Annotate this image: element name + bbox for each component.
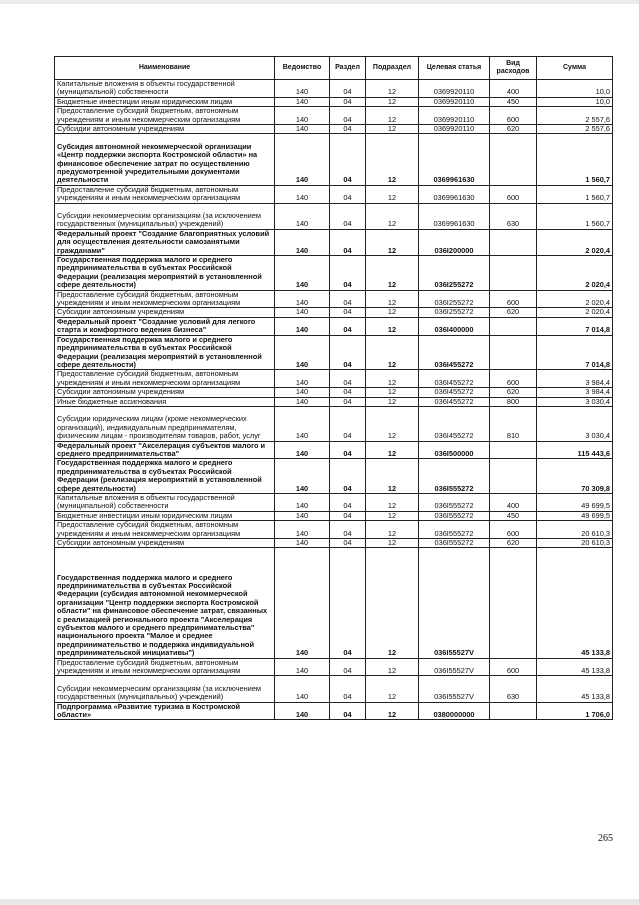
header-razdel: Раздел xyxy=(330,57,366,80)
cell-summa: 10,0 xyxy=(537,80,613,98)
cell-vid-raskhodov: 620 xyxy=(490,308,537,317)
cell-vedomstvo: 140 xyxy=(275,308,330,317)
cell-name: Предоставление субсидий бюджетным, автономным учреждениям и иным некоммерческим организациям xyxy=(55,185,275,203)
cell-podrazdel: 12 xyxy=(366,397,419,406)
cell-vid-raskhodov: 600 xyxy=(490,658,537,676)
cell-summa: 2 557,6 xyxy=(537,125,613,134)
cell-vedomstvo: 140 xyxy=(275,317,330,335)
cell-name: Субсидии юридическим лицам (кроме некоммерческих организаций), индивидуальным предпринимателям, физическим лицам - производителям товаров, работ, услуг xyxy=(55,406,275,441)
cell-podrazdel: 12 xyxy=(366,185,419,203)
cell-celevaya-statya: 0369920110 xyxy=(419,107,490,125)
cell-vedomstvo: 140 xyxy=(275,521,330,539)
header-podrazdel: Подраздел xyxy=(366,57,419,80)
table-row xyxy=(55,539,613,548)
cell-vedomstvo: 140 xyxy=(275,406,330,441)
cell-vid-raskhodov xyxy=(490,256,537,291)
cell-razdel: 04 xyxy=(330,676,366,702)
cell-summa: 20 610,3 xyxy=(537,521,613,539)
cell-celevaya-statya: 036I55527V xyxy=(419,676,490,702)
cell-celevaya-statya: 036I255272 xyxy=(419,308,490,317)
cell-summa: 7 014,8 xyxy=(537,317,613,335)
table-row xyxy=(55,521,613,539)
cell-razdel: 04 xyxy=(330,397,366,406)
cell-razdel: 04 xyxy=(330,125,366,134)
table-header-row xyxy=(55,57,613,80)
cell-name: Бюджетные инвестиции иным юридическим лицам xyxy=(55,97,275,106)
cell-vid-raskhodov: 400 xyxy=(490,80,537,98)
table-row xyxy=(55,406,613,441)
cell-podrazdel: 12 xyxy=(366,107,419,125)
cell-name: Субсидии автономным учреждениям xyxy=(55,308,275,317)
cell-vid-raskhodov: 600 xyxy=(490,290,537,308)
cell-podrazdel: 12 xyxy=(366,388,419,397)
table-row xyxy=(55,548,613,658)
header-summa: Сумма xyxy=(537,57,613,80)
cell-podrazdel: 12 xyxy=(366,511,419,520)
cell-name: Субсидия автономной некоммерческой организации «Центр поддержки экспорта Костромской области» на финансовое обеспечение затрат по осуществлению предусмотренной учредительными документами деятельности xyxy=(55,134,275,185)
cell-vid-raskhodov xyxy=(490,335,537,370)
scan-bottom-edge xyxy=(0,899,639,905)
cell-vid-raskhodov: 800 xyxy=(490,397,537,406)
cell-vid-raskhodov: 620 xyxy=(490,388,537,397)
cell-celevaya-statya: 0369920110 xyxy=(419,80,490,98)
cell-vid-raskhodov xyxy=(490,459,537,494)
cell-vedomstvo: 140 xyxy=(275,539,330,548)
cell-name: Федеральный проект "Акселерация субъектов малого и среднего предпринимательства" xyxy=(55,441,275,459)
cell-podrazdel: 12 xyxy=(366,308,419,317)
cell-vid-raskhodov: 600 xyxy=(490,370,537,388)
cell-podrazdel: 12 xyxy=(366,658,419,676)
cell-razdel: 04 xyxy=(330,185,366,203)
cell-vedomstvo: 140 xyxy=(275,370,330,388)
cell-summa: 45 133,8 xyxy=(537,676,613,702)
cell-summa: 1 706,0 xyxy=(537,702,613,720)
cell-razdel: 04 xyxy=(330,388,366,397)
cell-celevaya-statya: 036I200000 xyxy=(419,229,490,255)
scan-top-edge xyxy=(0,0,639,4)
table-row xyxy=(55,370,613,388)
cell-celevaya-statya: 036I455272 xyxy=(419,406,490,441)
table-row xyxy=(55,203,613,229)
table-row xyxy=(55,702,613,720)
cell-celevaya-statya: 036I555272 xyxy=(419,459,490,494)
cell-summa: 49 699,5 xyxy=(537,493,613,511)
cell-podrazdel: 12 xyxy=(366,676,419,702)
cell-razdel: 04 xyxy=(330,539,366,548)
cell-celevaya-statya: 036I455272 xyxy=(419,370,490,388)
cell-podrazdel: 12 xyxy=(366,134,419,185)
cell-podrazdel: 12 xyxy=(366,317,419,335)
cell-vedomstvo: 140 xyxy=(275,702,330,720)
header-vid-raskhodov: Вид расходов xyxy=(490,57,537,80)
cell-summa: 1 560,7 xyxy=(537,134,613,185)
cell-razdel: 04 xyxy=(330,370,366,388)
cell-razdel: 04 xyxy=(330,107,366,125)
cell-vid-raskhodov: 450 xyxy=(490,511,537,520)
cell-name: Федеральный проект "Создание благоприятных условий для осуществления деятельности самозанятыми гражданами" xyxy=(55,229,275,255)
table-row xyxy=(55,397,613,406)
cell-celevaya-statya: 036I255272 xyxy=(419,256,490,291)
cell-razdel: 04 xyxy=(330,548,366,658)
cell-vedomstvo: 140 xyxy=(275,80,330,98)
cell-razdel: 04 xyxy=(330,406,366,441)
cell-razdel: 04 xyxy=(330,290,366,308)
cell-razdel: 04 xyxy=(330,256,366,291)
cell-summa: 3 030,4 xyxy=(537,406,613,441)
cell-vedomstvo: 140 xyxy=(275,441,330,459)
cell-podrazdel: 12 xyxy=(366,459,419,494)
cell-razdel: 04 xyxy=(330,511,366,520)
cell-vedomstvo: 140 xyxy=(275,125,330,134)
cell-celevaya-statya: 036I555272 xyxy=(419,521,490,539)
cell-vid-raskhodov: 810 xyxy=(490,406,537,441)
cell-vid-raskhodov: 600 xyxy=(490,185,537,203)
cell-vid-raskhodov: 630 xyxy=(490,676,537,702)
cell-name: Капитальные вложения в объекты государственной (муниципальной) собственности xyxy=(55,493,275,511)
table-row xyxy=(55,308,613,317)
table-row xyxy=(55,441,613,459)
cell-razdel: 04 xyxy=(330,134,366,185)
cell-vedomstvo: 140 xyxy=(275,335,330,370)
cell-podrazdel: 12 xyxy=(366,521,419,539)
cell-summa: 115 443,6 xyxy=(537,441,613,459)
cell-podrazdel: 12 xyxy=(366,203,419,229)
cell-summa: 3 030,4 xyxy=(537,397,613,406)
cell-vedomstvo: 140 xyxy=(275,658,330,676)
cell-vedomstvo: 140 xyxy=(275,493,330,511)
table-row xyxy=(55,134,613,185)
cell-name: Иные бюджетные ассигнования xyxy=(55,397,275,406)
table-body xyxy=(55,80,613,720)
table-row xyxy=(55,229,613,255)
cell-vid-raskhodov xyxy=(490,548,537,658)
cell-name: Субсидии некоммерческим организациям (за исключением государственных (муниципальных) учреждений) xyxy=(55,203,275,229)
cell-summa: 3 984,4 xyxy=(537,388,613,397)
table-row xyxy=(55,256,613,291)
cell-vedomstvo: 140 xyxy=(275,290,330,308)
cell-name: Предоставление субсидий бюджетным, автономным учреждениям и иным некоммерческим организациям xyxy=(55,290,275,308)
cell-vid-raskhodov xyxy=(490,317,537,335)
cell-name: Предоставление субсидий бюджетным, автономным учреждениям и иным некоммерческим организациям xyxy=(55,521,275,539)
cell-celevaya-statya: 036I555272 xyxy=(419,539,490,548)
cell-name: Государственная поддержка малого и среднего предпринимательства в субъектах Российской Федерации (реализация мероприятий в установленной сфере деятельности) xyxy=(55,256,275,291)
cell-vedomstvo: 140 xyxy=(275,511,330,520)
cell-name: Субсидии автономным учреждениям xyxy=(55,388,275,397)
table-row xyxy=(55,676,613,702)
cell-name: Субсидии автономным учреждениям xyxy=(55,539,275,548)
table-row xyxy=(55,80,613,98)
cell-razdel: 04 xyxy=(330,317,366,335)
cell-vid-raskhodov: 600 xyxy=(490,107,537,125)
budget-table xyxy=(54,56,613,720)
cell-vid-raskhodov xyxy=(490,441,537,459)
cell-vedomstvo: 140 xyxy=(275,397,330,406)
cell-celevaya-statya: 036I455272 xyxy=(419,388,490,397)
table-row xyxy=(55,658,613,676)
header-vedomstvo: Ведомство xyxy=(275,57,330,80)
cell-podrazdel: 12 xyxy=(366,335,419,370)
cell-vedomstvo: 140 xyxy=(275,548,330,658)
cell-summa: 45 133,8 xyxy=(537,658,613,676)
cell-celevaya-statya: 0369961630 xyxy=(419,203,490,229)
cell-podrazdel: 12 xyxy=(366,97,419,106)
cell-summa: 45 133,8 xyxy=(537,548,613,658)
cell-celevaya-statya: 036I455272 xyxy=(419,397,490,406)
cell-razdel: 04 xyxy=(330,80,366,98)
cell-celevaya-statya: 036I400000 xyxy=(419,317,490,335)
cell-summa: 10,0 xyxy=(537,97,613,106)
table-row xyxy=(55,388,613,397)
cell-vid-raskhodov: 630 xyxy=(490,203,537,229)
cell-razdel: 04 xyxy=(330,493,366,511)
table-row xyxy=(55,493,613,511)
cell-vid-raskhodov: 450 xyxy=(490,97,537,106)
cell-summa: 1 560,7 xyxy=(537,185,613,203)
cell-name: Предоставление субсидий бюджетным, автономным учреждениям и иным некоммерческим организациям xyxy=(55,658,275,676)
cell-summa: 2 557,6 xyxy=(537,107,613,125)
cell-name: Субсидии автономным учреждениям xyxy=(55,125,275,134)
table-row xyxy=(55,335,613,370)
cell-celevaya-statya: 036I500000 xyxy=(419,441,490,459)
cell-summa: 20 610,3 xyxy=(537,539,613,548)
cell-razdel: 04 xyxy=(330,441,366,459)
cell-vedomstvo: 140 xyxy=(275,107,330,125)
cell-celevaya-statya: 036I55527V xyxy=(419,548,490,658)
cell-razdel: 04 xyxy=(330,521,366,539)
cell-celevaya-statya: 0369961630 xyxy=(419,185,490,203)
table-row xyxy=(55,97,613,106)
cell-podrazdel: 12 xyxy=(366,406,419,441)
cell-podrazdel: 12 xyxy=(366,290,419,308)
cell-vid-raskhodov xyxy=(490,229,537,255)
cell-podrazdel: 12 xyxy=(366,493,419,511)
cell-razdel: 04 xyxy=(330,459,366,494)
cell-celevaya-statya: 0380000000 xyxy=(419,702,490,720)
cell-podrazdel: 12 xyxy=(366,125,419,134)
cell-podrazdel: 12 xyxy=(366,539,419,548)
table-row xyxy=(55,511,613,520)
cell-razdel: 04 xyxy=(330,335,366,370)
cell-name: Капитальные вложения в объекты государственной (муниципальной) собственности xyxy=(55,80,275,98)
cell-summa: 3 984,4 xyxy=(537,370,613,388)
cell-celevaya-statya: 036I555272 xyxy=(419,511,490,520)
cell-summa: 70 309,8 xyxy=(537,459,613,494)
cell-name: Государственная поддержка малого и среднего предпринимательства в субъектах Российской Федерации (реализация мероприятий в установленной сфере деятельности) xyxy=(55,335,275,370)
cell-podrazdel: 12 xyxy=(366,441,419,459)
cell-celevaya-statya: 0369920110 xyxy=(419,125,490,134)
cell-celevaya-statya: 036I55527V xyxy=(419,658,490,676)
cell-name: Бюджетные инвестиции иным юридическим лицам xyxy=(55,511,275,520)
cell-name: Федеральный проект "Создание условий для легкого старта и комфортного ведения бизнеса" xyxy=(55,317,275,335)
cell-razdel: 04 xyxy=(330,229,366,255)
cell-summa: 7 014,8 xyxy=(537,335,613,370)
table-row xyxy=(55,107,613,125)
cell-vedomstvo: 140 xyxy=(275,388,330,397)
header-name: Наименование xyxy=(55,57,275,80)
cell-celevaya-statya: 0369920110 xyxy=(419,97,490,106)
cell-razdel: 04 xyxy=(330,702,366,720)
cell-razdel: 04 xyxy=(330,308,366,317)
cell-vid-raskhodov: 620 xyxy=(490,125,537,134)
table-row xyxy=(55,459,613,494)
cell-podrazdel: 12 xyxy=(366,80,419,98)
cell-celevaya-statya: 036I255272 xyxy=(419,290,490,308)
cell-vedomstvo: 140 xyxy=(275,203,330,229)
cell-name: Субсидии некоммерческим организациям (за исключением государственных (муниципальных) учреждений) xyxy=(55,676,275,702)
cell-name: Государственная поддержка малого и среднего предпринимательства в субъектах Российской Федерации (субсидия автономной некоммерческой организации "Центр поддержки экспорта Костромской области" на финансовое обеспечение затрат, связанных с реализацией регионального проекта "Акселерация субъектов малого и среднего предпринимательства" национального проекта "Малое и среднее предпринимательство и поддержка индивидуальной предпринимательской инициативы") xyxy=(55,548,275,658)
cell-vedomstvo: 140 xyxy=(275,256,330,291)
cell-razdel: 04 xyxy=(330,658,366,676)
cell-vedomstvo: 140 xyxy=(275,459,330,494)
cell-podrazdel: 12 xyxy=(366,702,419,720)
cell-summa: 2 020,4 xyxy=(537,290,613,308)
cell-razdel: 04 xyxy=(330,203,366,229)
cell-vedomstvo: 140 xyxy=(275,676,330,702)
cell-celevaya-statya: 036I555272 xyxy=(419,493,490,511)
table-row xyxy=(55,125,613,134)
cell-summa: 2 020,4 xyxy=(537,229,613,255)
cell-vid-raskhodov: 600 xyxy=(490,521,537,539)
cell-summa: 2 020,4 xyxy=(537,256,613,291)
cell-celevaya-statya: 0369961630 xyxy=(419,134,490,185)
page-number: 265 xyxy=(598,833,613,844)
table-row xyxy=(55,290,613,308)
cell-vid-raskhodov xyxy=(490,134,537,185)
cell-vid-raskhodov xyxy=(490,702,537,720)
cell-razdel: 04 xyxy=(330,97,366,106)
cell-summa: 49 699,5 xyxy=(537,511,613,520)
cell-vedomstvo: 140 xyxy=(275,134,330,185)
header-celevaya-statya: Целевая статья xyxy=(419,57,490,80)
cell-vid-raskhodov: 620 xyxy=(490,539,537,548)
cell-podrazdel: 12 xyxy=(366,229,419,255)
cell-vedomstvo: 140 xyxy=(275,97,330,106)
cell-name: Государственная поддержка малого и среднего предпринимательства в субъектах Российской Федерации (реализация мероприятий в установленной сфере деятельности) xyxy=(55,459,275,494)
cell-name: Предоставление субсидий бюджетным, автономным учреждениям и иным некоммерческим организациям xyxy=(55,370,275,388)
cell-podrazdel: 12 xyxy=(366,256,419,291)
cell-celevaya-statya: 036I455272 xyxy=(419,335,490,370)
cell-vedomstvo: 140 xyxy=(275,185,330,203)
cell-summa: 2 020,4 xyxy=(537,308,613,317)
cell-vid-raskhodov: 400 xyxy=(490,493,537,511)
cell-vedomstvo: 140 xyxy=(275,229,330,255)
cell-podrazdel: 12 xyxy=(366,548,419,658)
cell-name: Подпрограмма «Развитие туризма в Костромской области» xyxy=(55,702,275,720)
cell-summa: 1 560,7 xyxy=(537,203,613,229)
cell-name: Предоставление субсидий бюджетным, автономным учреждениям и иным некоммерческим организациям xyxy=(55,107,275,125)
table-row xyxy=(55,185,613,203)
table-row xyxy=(55,317,613,335)
cell-podrazdel: 12 xyxy=(366,370,419,388)
